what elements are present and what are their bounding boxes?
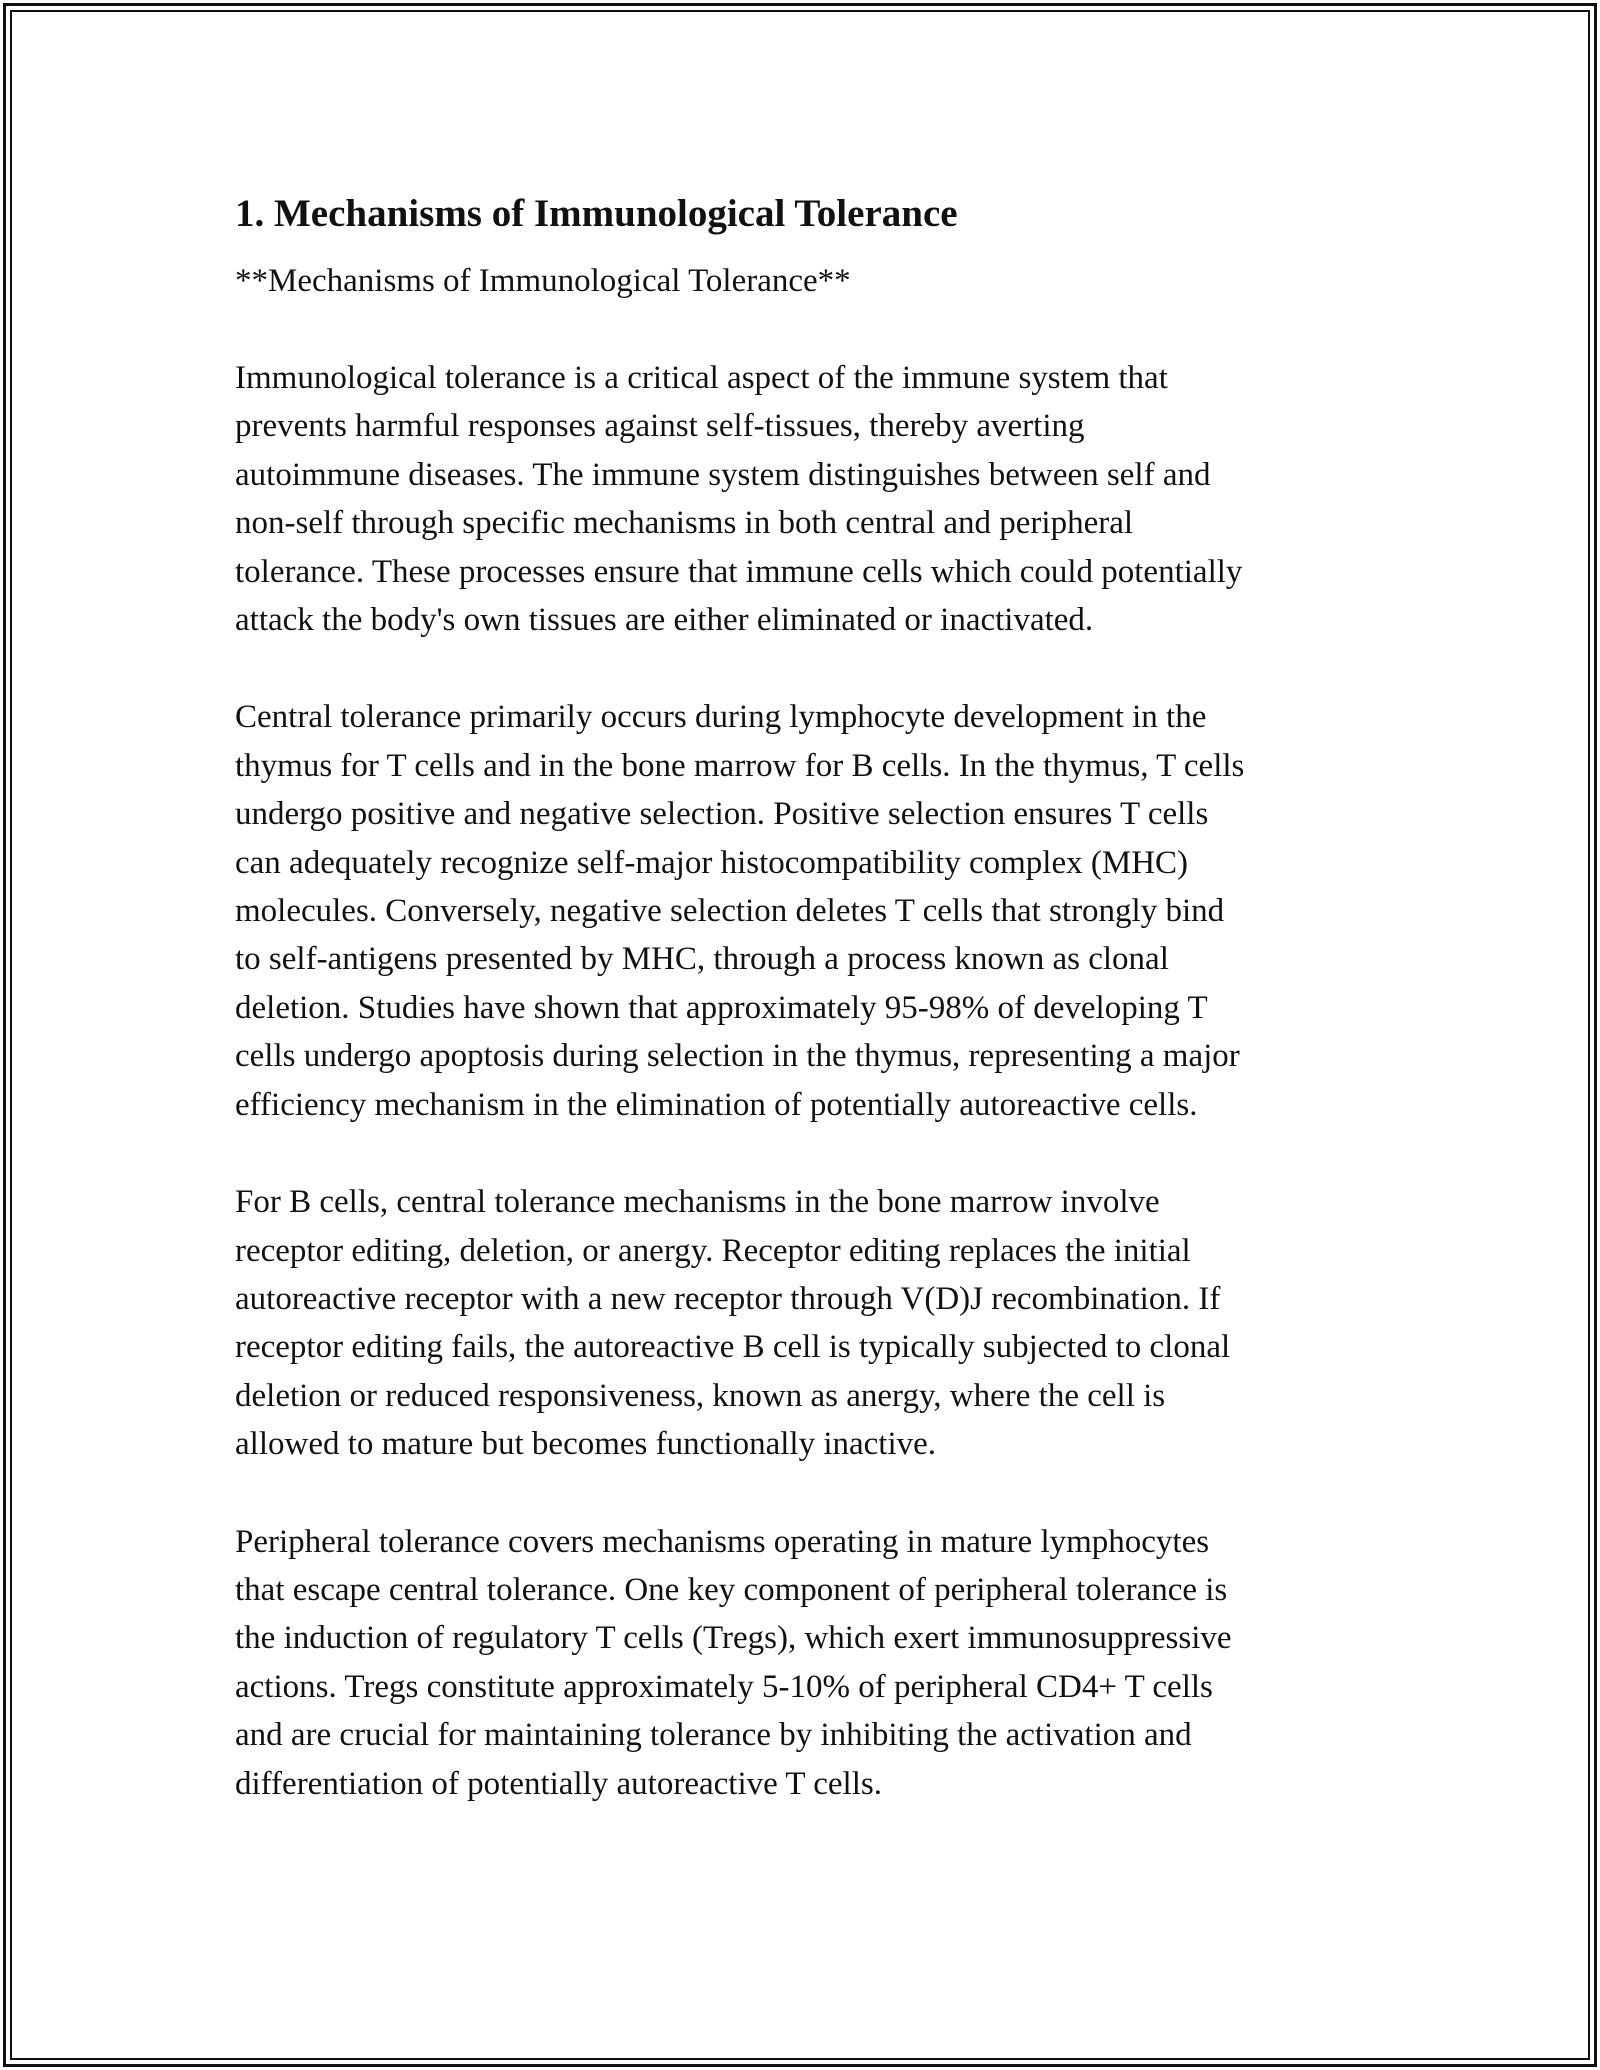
paragraph-b-cells — [235, 1178, 1375, 1468]
paragraph-line: molecules. Conversely, negative selection deletes T cells that strongly bind — [235, 893, 1225, 930]
paragraph-line: autoreactive receptor with a new receptor through V(D)J recombination. If — [235, 1280, 1221, 1317]
section-subheading: **Mechanisms of Immunological Tolerance** — [235, 263, 851, 299]
paragraph-line: attack the body's own tissues are either eliminated or inactivated. — [235, 602, 1094, 639]
paragraph-line: For B cells, central tolerance mechanisms in the bone marrow involve — [235, 1184, 1160, 1221]
paragraph-line: deletion. Studies have shown that approximately 95-98% of developing T — [235, 989, 1208, 1026]
paragraph-line: the induction of regulatory T cells (Tregs), which exert immunosuppressive — [235, 1620, 1232, 1657]
paragraph-line: receptor editing fails, the autoreactive B cell is typically subjected to clonal — [235, 1329, 1231, 1366]
paragraph-peripheral-tolerance — [235, 1518, 1375, 1808]
paragraph-line: and are crucial for maintaining tolerance by inhibiting the activation and — [235, 1717, 1192, 1754]
paragraph-line: actions. Tregs constitute approximately 5-10% of peripheral CD4+ T cells — [235, 1668, 1213, 1705]
paragraph-line: thymus for T cells and in the bone marrow for B cells. In the thymus, T cells — [235, 747, 1245, 784]
paragraph-line: efficiency mechanism in the elimination of potentially autoreactive cells. — [235, 1086, 1198, 1123]
paragraph-line: tolerance. These processes ensure that immune cells which could potentially — [235, 553, 1243, 590]
paragraph-line: autoimmune diseases. The immune system distinguishes between self and — [235, 456, 1211, 493]
paragraph-line: non-self through specific mechanisms in both central and peripheral — [235, 505, 1134, 542]
paragraph-line: Immunological tolerance is a critical aspect of the immune system that — [235, 360, 1168, 396]
paragraph-line: Peripheral tolerance covers mechanisms operating in mature lymphocytes — [235, 1523, 1210, 1560]
paragraph-central-tolerance — [235, 693, 1375, 1129]
paragraph-line: Central tolerance primarily occurs during lymphocyte development in the — [235, 699, 1207, 736]
paragraph-line: deletion or reduced responsiveness, known as anergy, where the cell is — [235, 1377, 1166, 1414]
paragraph-line: that escape central tolerance. One key component of peripheral tolerance is — [235, 1571, 1228, 1608]
paragraph-line: prevents harmful responses against self-tissues, thereby averting — [235, 408, 1085, 445]
document-body — [235, 185, 1375, 1808]
paragraph-line: can adequately recognize self-major histocompatibility complex (MHC) — [235, 844, 1189, 881]
paragraph-line: cells undergo apoptosis during selection in the thymus, representing a major — [235, 1038, 1240, 1075]
section-heading: 1. Mechanisms of Immunological Tolerance — [235, 192, 958, 235]
paragraph-line: allowed to mature but becomes functionally inactive. — [235, 1426, 937, 1463]
paragraph-intro — [235, 354, 1375, 644]
paragraph-line: undergo positive and negative selection. Positive selection ensures T cells — [235, 796, 1209, 833]
paragraph-line: to self-antigens presented by MHC, through a process known as clonal — [235, 941, 1169, 978]
paragraph-line: receptor editing, deletion, or anergy. Receptor editing replaces the initial — [235, 1232, 1191, 1269]
paragraph-line: differentiation of potentially autoreactive T cells. — [235, 1765, 882, 1802]
